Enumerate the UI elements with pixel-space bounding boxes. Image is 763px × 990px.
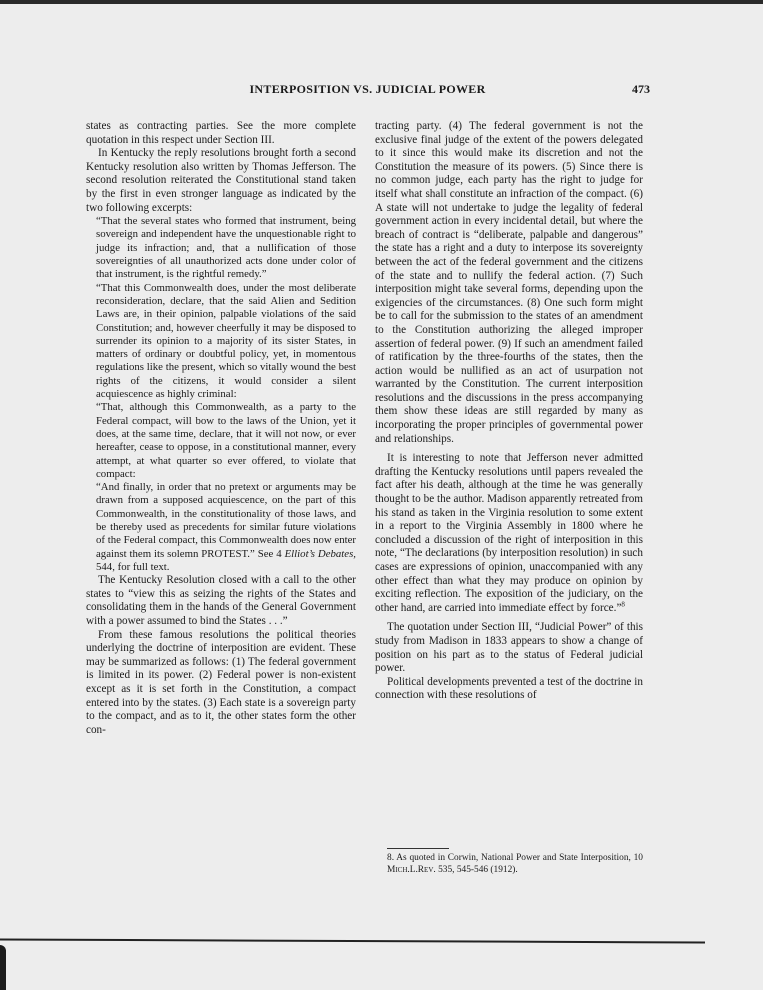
footnote-text: 8. As quoted in Corwin, National Power and State Interposition, 10 (387, 853, 643, 863)
footnote (387, 853, 643, 876)
footnote-tail: 535, 545-546 (1912). (438, 864, 518, 875)
block-quote: “That, although this Commonwealth, as a party to the Federal compact, will bow to the laws of the Union, yet it does, at the same time, declare, that it will not now, or ever hereafter, cease to oppose, in a constitutional manner, every attempt, at what quarter so ever offered, to violate that compact: (96, 401, 356, 480)
footnote-marker: 8 (621, 600, 625, 609)
page-number: 473 (632, 82, 650, 96)
footnote-journal: Mich.L.Rev. (387, 864, 436, 875)
left-column (86, 120, 356, 737)
paragraph: Political developments prevented a test of the doctrine in connection with these resolutions of (375, 675, 643, 702)
citation-tail: 544, for full text. (96, 560, 170, 573)
paragraph: states as contracting parties. See the more complete quotation in this respect under Section III. (86, 120, 356, 146)
block-quote: “That the several states who formed that instrument, being sovereign and independent have the unquestionable right to judge its infraction; and, that a nullification of those sovereignties of all unauthorized acts done under color of that instrument, is the rightful remedy.” (96, 215, 356, 281)
paragraph: tracting party. (4) The federal government is not the exclusive final judge of the extent of the powers delegated to it since this would make its discretion and not the Constitution the measure of its powers. (5) Since there is no common judge, each party has the right to judge for itself what shall constitute an infraction of the compact. (6) A state will not undertake to judge the legality of federal government action in every incidental detail, but where the breach of contract is “deliberate, palpable and dangerous” the state has a right and a duty to interpose its sovereignty between the act of the federal government and the citizens of the state and to nullify the federal action. (7) Such interposition might take several forms, depending upon the exigencies of the circumstances. (8) One such form might be to call for the submission to the states of an amendment to the Constitution authorizing the alleged improper assertion of federal power. (9) If such an amendment failed of ratification by the three-fourths of the states, then the action would be nullified as an act of usurpation not warranted by the Constitution. The current interposition resolutions and the discussions in the press accompanying them show these ideas are still regarded by many as incorporating the proper principles of governmental power and relationships. (375, 120, 643, 445)
scan-bottom-edge (0, 938, 705, 943)
paragraph: The quotation under Section III, “Judicial Power” of this study from Madison in 1833 appears to show a change of position on his part as to the status of Federal judicial power. (375, 621, 643, 675)
paragraph: The Kentucky Resolution closed with a call to the other states to “view this as seizing the rights of the States and consolidating them in the hands of the General Government with a power assumed to bind the States . . .” (86, 574, 356, 627)
paragraph-text: It is interesting to note that Jefferson never admitted drafting the Kentucky resolutions until papers revealed the fact after his death, although at the time he was generally thought to be the author. Madison apparently retreated from his stand as taken in the Virginia resolution to some extent in a report to the Virginia Assembly in 1800 where he concluded a discussion of the right of interposition in this note, “The declarations (by interposition resolution) in such cases are expressions of opinion, unaccompanied with any other effect than what they may produce on opinion by exciting reflection. The exposition of the judiciary, on the other hand, are carried into immediate effect by force.” (375, 452, 643, 614)
page-header (85, 82, 650, 102)
citation-title: Elliot’s Debates, (284, 547, 356, 560)
scan-corner (0, 945, 6, 990)
right-column (375, 120, 643, 703)
quote-text: “And finally, in order that no pretext or arguments may be drawn from a supposed acquiescence, on the part of this Commonwealth, in the constitutionality of those laws, and be thereby used as precedents for similar future violations of the Federal compact, this Commonwealth does now enter against them its solemn PROTEST.” See 4 (96, 481, 356, 560)
paragraph: In Kentucky the reply resolutions brought forth a second Kentucky resolution also written by Thomas Jefferson. The second resolution reiterated the Constitutional stand taken by the first in even stronger language as indicated by the two following excerpts: (86, 147, 356, 214)
scan-top-edge (0, 0, 763, 4)
running-head: INTERPOSITION VS. JUDICIAL POWER (249, 82, 486, 96)
block-quote: “That this Commonwealth does, under the most deliberate reconsideration, declare, that the said Alien and Sedition Laws are, in their opinion, palpable violations of the said Constitution; and, however cheerfully it may be disposed to surrender its opinion to a majority of its sister States, in matters of ordinary or doubtful policy, yet, in momentous regulations like the present, which so vitally wound the best rights of the citizens, it would consider a silent acquiescence as highly criminal: (96, 281, 356, 401)
footnote-rule (387, 848, 449, 849)
block-quote (96, 481, 356, 574)
paragraph: From these famous resolutions the political theories underlying the doctrine of interposition are evident. These may be summarized as follows: (1) The federal government is limited in its power. (2) Federal power is non-existent except as it is set forth in the Constitution, a compact entered into by the states. (3) Each state is a sovereign party to the compact, and as to it, the other states form the other con- (86, 628, 356, 736)
paragraph (375, 452, 643, 615)
